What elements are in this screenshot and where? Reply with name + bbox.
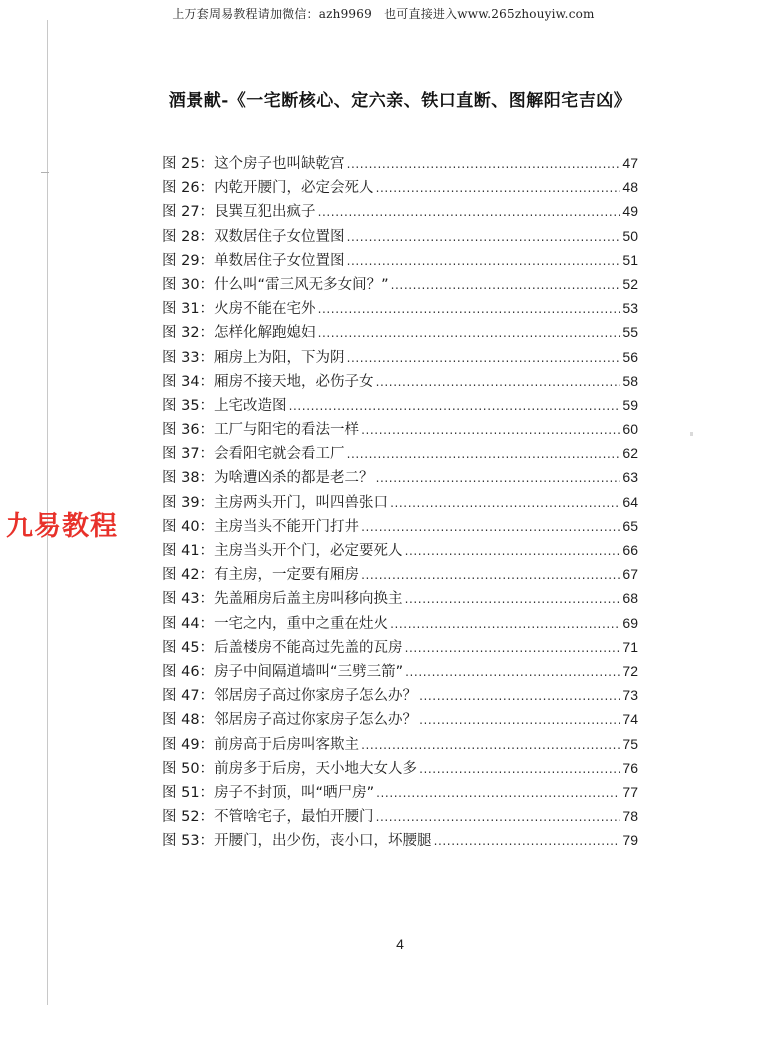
toc-entry-page: 69 (622, 614, 638, 631)
toc-entry-page: 55 (622, 324, 638, 341)
toc-entry (162, 442, 638, 466)
toc-entry-title: 邻居房子高过你家房子怎么办？ (214, 712, 418, 729)
toc-entry-title: 会看阳宅就会看工厂 (214, 446, 345, 463)
toc-dot-leader (419, 689, 620, 703)
toc-entry-page: 76 (622, 759, 638, 776)
toc-dot-leader (347, 157, 620, 171)
binding-tick-mark (41, 172, 49, 173)
toc-entry (162, 297, 638, 321)
document-title: 酒景献-《一宅断核心、定六亲、铁口直断、图解阳宅吉凶》 (168, 91, 632, 111)
toc-entry-label: 图 53： (162, 833, 215, 850)
toc-entry-page: 53 (622, 300, 638, 317)
toc-entry-page: 75 (622, 735, 638, 752)
toc-entry-label: 图 47： (162, 688, 215, 705)
toc-entry-label: 图 31： (162, 301, 215, 318)
toc-entry (162, 321, 638, 345)
toc-entry-title: 主房当头不能开门打井 (214, 518, 360, 535)
table-of-contents (162, 152, 638, 853)
toc-entry-label: 图 38： (162, 470, 215, 487)
toc-entry-label: 图 48： (162, 712, 215, 729)
toc-entry-title: 主房两头开门，叫四兽张口 (214, 494, 389, 511)
toc-entry-title: 主房当头开个门，必定要死人 (214, 543, 403, 559)
toc-dot-leader (434, 834, 620, 848)
toc-dot-leader (405, 665, 620, 679)
toc-entry-title: 后盖楼房不能高过先盖的瓦房 (214, 639, 403, 656)
toc-entry (162, 491, 638, 515)
toc-dot-leader (347, 351, 620, 365)
toc-entry-page: 66 (622, 542, 638, 558)
toc-entry-page: 49 (622, 203, 638, 220)
toc-entry-page: 64 (622, 493, 638, 510)
toc-entry (162, 249, 638, 273)
toc-entry (162, 636, 638, 660)
toc-entry-page: 56 (622, 348, 638, 365)
toc-entry (162, 273, 638, 297)
toc-entry-title: 一宅之内，重中之重在灶火 (214, 615, 389, 632)
toc-entry (162, 515, 638, 539)
toc-dot-leader (419, 762, 620, 776)
toc-entry-title: 房子中间隔道墙叫“三劈三箭” (214, 663, 404, 680)
toc-dot-leader (347, 447, 620, 461)
toc-entry-label: 图 46： (162, 663, 215, 680)
toc-dot-leader (376, 375, 620, 389)
toc-dot-leader (376, 786, 620, 800)
toc-entry-page: 65 (622, 517, 638, 534)
toc-entry-title: 单数居住子女位置图 (214, 252, 345, 269)
toc-entry-title: 邻居房子高过你家房子怎么办？ (214, 688, 418, 705)
toc-entry-label: 图 34： (162, 373, 215, 390)
header-banner: 上万套周易教程请加微信：azh9969 也可直接进入www.265zhouyiw.com (172, 7, 595, 21)
toc-entry (162, 370, 638, 394)
toc-entry-title: 双数居住子女位置图 (214, 228, 345, 245)
toc-dot-leader (376, 810, 620, 824)
toc-entry-label: 图 27： (162, 204, 215, 221)
toc-entry-label: 图 45： (162, 639, 215, 656)
toc-entry-label: 图 25： (162, 156, 215, 172)
toc-entry-label: 图 37： (162, 446, 215, 463)
toc-entry-label: 图 41： (162, 543, 215, 559)
toc-entry-label: 图 50： (162, 760, 215, 777)
toc-dot-leader (361, 568, 620, 582)
toc-dot-leader (405, 592, 620, 606)
toc-dot-leader (318, 302, 620, 316)
toc-entry-title: 先盖厢房后盖主房叫移向换主 (214, 591, 403, 608)
toc-entry-page: 79 (622, 832, 638, 849)
toc-entry-page: 51 (622, 251, 638, 268)
toc-entry-page: 71 (622, 638, 638, 655)
scan-smudge (690, 432, 693, 436)
toc-entry-title: 艮巽互犯出疯子 (214, 204, 316, 221)
toc-dot-leader (419, 713, 620, 727)
toc-entry-page: 68 (622, 590, 638, 607)
toc-dot-leader (318, 205, 620, 219)
toc-dot-leader (347, 254, 620, 268)
toc-entry-label: 图 43： (162, 591, 215, 608)
toc-dot-leader (376, 181, 620, 195)
toc-entry-title: 工厂与阳宅的看法一样 (214, 422, 360, 439)
toc-entry-page: 59 (622, 396, 638, 413)
toc-entry (162, 225, 638, 249)
toc-dot-leader (405, 544, 620, 558)
toc-entry (162, 176, 638, 200)
toc-entry-label: 图 35： (162, 397, 215, 414)
toc-entry (162, 539, 638, 563)
toc-entry (162, 563, 638, 587)
toc-entry (162, 684, 638, 708)
toc-entry (162, 466, 638, 490)
toc-entry-label: 图 40： (162, 518, 215, 535)
toc-entry-title: 上宅改造图 (214, 397, 287, 414)
toc-entry-page: 78 (622, 808, 638, 825)
toc-dot-leader (361, 423, 620, 437)
toc-entry-page: 63 (622, 469, 638, 486)
toc-entry-title: 有主房，一定要有厢房 (214, 567, 360, 584)
toc-entry-label: 图 29： (162, 252, 215, 269)
toc-entry-page: 74 (622, 711, 638, 728)
toc-entry (162, 612, 638, 636)
toc-entry (162, 660, 638, 684)
toc-entry-title: 这个房子也叫缺乾宫 (214, 156, 345, 172)
toc-entry (162, 200, 638, 224)
toc-dot-leader (361, 738, 620, 752)
toc-entry (162, 708, 638, 732)
toc-entry-page: 48 (622, 179, 638, 196)
toc-entry-label: 图 39： (162, 494, 215, 511)
toc-entry-page: 77 (622, 783, 638, 800)
toc-entry-page: 52 (622, 275, 638, 292)
toc-entry-page: 58 (622, 372, 638, 389)
toc-entry (162, 733, 638, 757)
toc-dot-leader (376, 471, 620, 485)
toc-entry-title: 前房多于后房，天小地大女人多 (214, 760, 418, 777)
toc-entry-label: 图 44： (162, 615, 215, 632)
toc-entry (162, 829, 638, 853)
toc-dot-leader (318, 326, 620, 340)
toc-entry-title: 什么叫“雷三风无多女间？” (214, 276, 389, 293)
toc-entry-label: 图 36： (162, 422, 215, 439)
toc-entry (162, 805, 638, 829)
toc-entry-title: 开腰门，出少伤，丧小口，坏腰腿 (214, 833, 432, 850)
toc-entry-page: 62 (622, 445, 638, 462)
toc-entry-page: 60 (622, 421, 638, 438)
toc-entry (162, 757, 638, 781)
toc-entry-title: 前房高于后房叫客欺主 (214, 736, 360, 753)
toc-entry (162, 781, 638, 805)
toc-entry-label: 图 49： (162, 736, 215, 753)
toc-entry-page: 47 (622, 155, 638, 171)
toc-entry-label: 图 52： (162, 809, 215, 826)
toc-entry-title: 怎样化解跑媳妇 (214, 325, 316, 342)
toc-entry-label: 图 51： (162, 784, 215, 801)
toc-dot-leader (361, 520, 620, 534)
toc-entry-title: 厢房不接天地，必伤子女 (214, 373, 374, 390)
toc-entry-title: 内乾开腰门，必定会死人 (214, 180, 374, 197)
toc-entry-title: 火房不能在宅外 (214, 301, 316, 318)
toc-dot-leader (390, 617, 620, 631)
toc-dot-leader (347, 230, 620, 244)
toc-entry-page: 50 (622, 227, 638, 244)
toc-entry-label: 图 33： (162, 349, 215, 366)
toc-entry (162, 587, 638, 611)
toc-entry-title: 房子不封顶，叫“晒尸房” (214, 784, 375, 801)
page-number: 4 (396, 936, 404, 952)
toc-entry (162, 418, 638, 442)
toc-entry-title: 为啥遭凶杀的都是老二？ (214, 470, 374, 487)
toc-dot-leader (391, 278, 620, 292)
toc-entry (162, 394, 638, 418)
toc-entry-page: 73 (622, 687, 638, 704)
toc-dot-leader (390, 496, 620, 510)
toc-entry-label: 图 32： (162, 325, 215, 342)
toc-dot-leader (405, 641, 620, 655)
toc-entry-page: 67 (622, 566, 638, 583)
toc-entry (162, 346, 638, 370)
toc-entry-title: 厢房上为阳，下为阴 (214, 349, 345, 366)
toc-entry-title: 不管啥宅子，最怕开腰门 (214, 809, 374, 826)
toc-entry (162, 152, 638, 176)
watermark-text: 九易教程 (6, 511, 118, 542)
toc-entry-label: 图 30： (162, 276, 215, 293)
toc-entry-label: 图 26： (162, 180, 215, 197)
toc-dot-leader (289, 399, 620, 413)
toc-entry-label: 图 28： (162, 228, 215, 245)
toc-entry-label: 图 42： (162, 567, 215, 584)
toc-entry-page: 72 (622, 662, 638, 679)
